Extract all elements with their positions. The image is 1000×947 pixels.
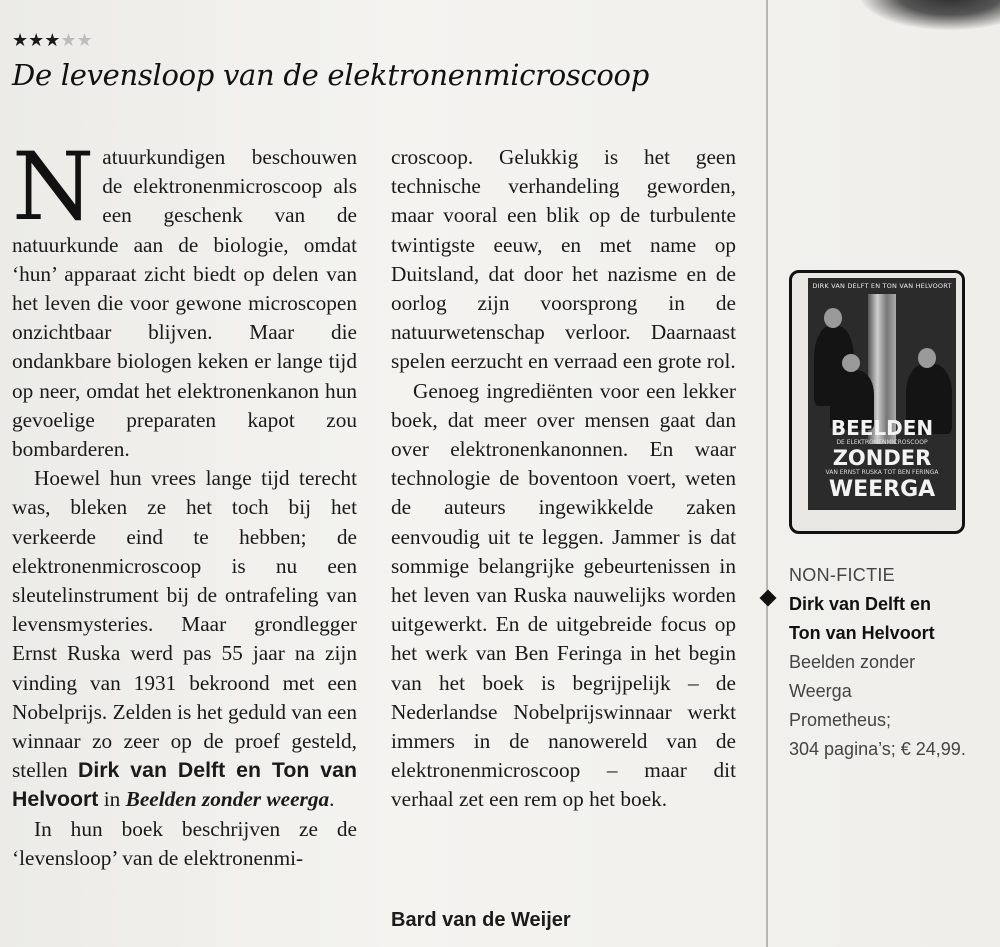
- book-info-box: [789, 561, 994, 764]
- book-title-line-2: Weerga: [789, 681, 852, 701]
- cover-title-line-1: BEELDEN: [830, 416, 934, 440]
- book-cover-image: [808, 278, 956, 510]
- article-title: De levensloop van de elektronenmicroscoop: [12, 58, 649, 92]
- cover-authors: DIRK VAN DELFT EN TON VAN HELVOORT: [812, 282, 952, 290]
- book-publisher: Prometheus;: [789, 710, 892, 730]
- cover-head-right: [918, 348, 936, 368]
- book-category: NON-FICTIE: [789, 565, 895, 585]
- book-author-line-2: Ton van Helvoort: [789, 623, 935, 643]
- filled-stars-icon: ★★★: [12, 30, 61, 51]
- paragraph-1-text: atuurkundigen beschouwen de elektronenmicroscoop als een geschenk van de natuurkunde aan de biologie, omdat ‘hun’ apparaat zicht biedt op delen van het leven die voor gewone microscopen onzichtbaar blijven. Maar die ondankbare biologen keken er lange tijd op neer, omdat het elektronenkanon hun gevoelige preparaten kapot zou bombarderen.: [12, 145, 357, 462]
- book-title-inline: Beelden zonder weerga: [125, 787, 330, 812]
- cover-subtitle-1: DE ELEKTRONENMICROSCOOP: [836, 439, 928, 446]
- paragraph-3: In hun boek beschrijven ze de ‘levensloop’ van de elektronenmi-: [12, 816, 357, 870]
- paragraph-2-in: in: [103, 787, 121, 812]
- cover-title-line-3: WEERGA: [828, 477, 936, 502]
- paragraph-5: Genoeg ingrediënten voor een lekker boek, dat meer over mensen gaat dan over elektronenkanonnen. En waar technologie de boventoon voert, weten de auteurs ingewikkelde zaken eenvoudig uit te leggen. Jammer is dat sommige belangrijke gebeurtenissen in het leven van Ruska nauwelijks worden uitgewerkt. En de uitgebreide focus op het werk van Ben Feringa in het begin van het boek is begrijpelijk – de Nederlandse Nobelprijswinnaar werkt immers in de nanowereld van de elektronenmicroscoop – maar dit verhaal zet een rem op het boek.: [391, 378, 736, 812]
- column-divider: [766, 0, 768, 947]
- empty-stars-icon: ★★: [60, 30, 93, 51]
- paragraph-4: croscoop. Gelukkig is het geen technische verhandeling geworden, maar vooral een blik op de turbulente twintigste eeuw, en met name op Duitsland, dat door het nazisme en de oorlog zijn voorsprong in de natuurwetenschap verloor. Daarnaast spelen eerzucht en verraad een grote rol.: [391, 145, 736, 374]
- paragraph-2-end: .: [329, 787, 335, 812]
- article-column-2: [391, 143, 736, 815]
- paragraph-2: [12, 464, 357, 814]
- byline: Bard van de Weijer: [391, 909, 571, 931]
- paragraph-1: [12, 133, 357, 464]
- book-author-line-1: Dirk van Delft en: [789, 594, 932, 614]
- book-details: 304 pagina’s; € 24,99.: [789, 739, 966, 759]
- cover-subtitle-2: VAN ERNST RUSKA TOT BEN FERINGA: [825, 469, 939, 476]
- drop-cap: N: [12, 133, 95, 242]
- article-column-1: [12, 133, 357, 873]
- star-rating: [12, 30, 93, 51]
- review-authors: Dirk van Delft en Ton van Helvoort: [12, 758, 357, 812]
- book-title-line-1: Beelden zonder: [789, 652, 916, 672]
- cover-head-center: [842, 354, 860, 372]
- cover-head-left: [824, 308, 842, 328]
- paragraph-2-text: Hoewel hun vrees lange tijd terecht was, bleken ze het toch bij het verkeerde eind te hebben; de elektronenmicroscoop is nu een sleutelinstrument bij de ontrafeling van levensmysteries. Maar grondlegger Ernst Ruska werd pas 55 jaar na zijn vinding van 1931 bekroond met een Nobelprijs. Zelden is het geduld van een winnaar zo zeer op de proef gesteld, stellen: [12, 466, 357, 783]
- cover-title-line-2: ZONDER: [832, 446, 932, 470]
